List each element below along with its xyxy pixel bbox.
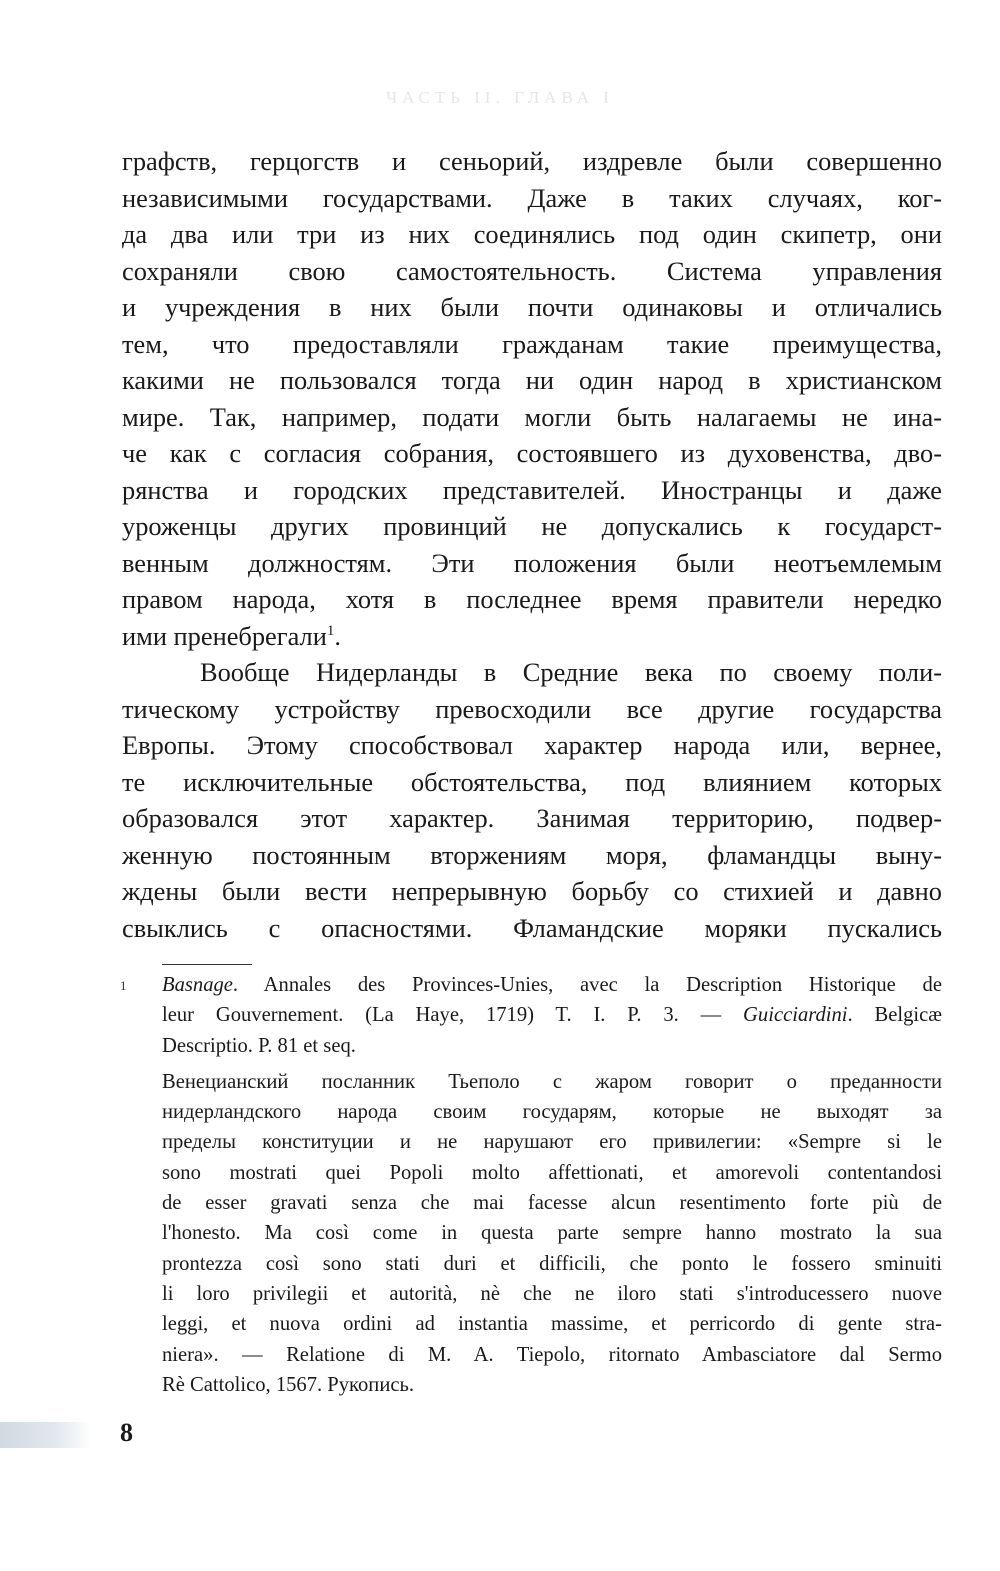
footnote-line: prontezza così sono stati duri et difficili, che ponto le fossero sminuiti	[162, 1252, 942, 1275]
footnote-line: Rè Cattolico, 1567. Рукопись.	[162, 1373, 415, 1396]
footnote-commentary	[162, 1067, 942, 1400]
text-line: Европы. Этому способствовал характер народа или, вернее,	[122, 730, 942, 760]
citation-text: . Belgicæ	[847, 1004, 942, 1027]
footnote-line: пределы конституции и не нарушают его привилегии: «Sempre si le	[162, 1131, 942, 1154]
text-line: свыклись с опасностями. Фламандские моряки пускались	[122, 912, 942, 943]
footnote-reference[interactable]: 1	[326, 622, 335, 639]
citation-text: leur Gouvernement. (La Haye, 1719) T. I. P. 3. —	[162, 1004, 744, 1027]
text-line: сохраняли свою самостоятельность. Система управления	[122, 255, 942, 286]
footnote-line	[162, 1000, 942, 1030]
text-line: какими не пользовался тогда ни один народ в христианском	[122, 365, 942, 395]
footnote-line: leggi, et nuova ordini ad instantia massime, et perricordo di gente stra-	[162, 1313, 942, 1336]
footnote-divider	[162, 964, 252, 965]
text-line: тическому устройству превосходили все другие государства	[122, 693, 942, 724]
text-line: образовался этот характер. Занимая территорию, подвер-	[122, 803, 942, 833]
text-line: ими пренебрегали$^1$.	[122, 620, 341, 651]
text-line: женную постоянным вторжениям моря, фламандцы выну-	[122, 839, 942, 870]
text-line: да два или три из них соединялись под один скипетр, они	[122, 219, 942, 249]
footnote-line: Венецианский посланник Тьеполо с жаром говорит о преданности	[162, 1070, 942, 1093]
footnote-line: li loro privilegii et autorità, nè che ne iloro stati s'introducessero nuove	[162, 1282, 942, 1305]
footnote-citation	[162, 970, 942, 1061]
text-line: че как с согласия собрания, состоявшего из духовенства, дво-	[122, 438, 942, 468]
footnote	[162, 970, 942, 1400]
paragraph-2	[122, 654, 942, 946]
page-edge-tint	[0, 1422, 92, 1448]
text-line-content: ими пренебрегали	[122, 620, 327, 651]
footnote-line: Descriptio. P. 81 et seq.	[162, 1034, 356, 1057]
text-line: мире. Так, например, подати могли быть налагаемы не ина-	[122, 401, 942, 432]
running-head: ЧАСТЬ II. ГЛАВА I	[386, 88, 614, 107]
footnote-line: l'honesto. Ma così come in questa parte sempre hanno mostrato la sua	[162, 1222, 942, 1245]
citation-text: . Annales des Provinces-Unies, avec la Description Historique de	[232, 974, 942, 996]
footnote-line: de esser gravati senza che mai facesse alcun resentimento forte più de	[162, 1192, 942, 1215]
footnote-line: niera». — Relatione di M. A. Tiepolo, ritornato Ambasciatore dal Sermo	[162, 1343, 942, 1366]
text-line: рянства и городских представителей. Иностранцы и даже	[122, 474, 942, 505]
text-line: венным должностям. Эти положения были неотъемлемым	[122, 547, 942, 578]
paragraph-1	[122, 143, 942, 654]
author-name: Basnage	[162, 974, 233, 996]
text-line: те исключительные обстоятельства, под влиянием которых	[122, 766, 942, 797]
text-line: графств, герцогств и сеньорий, издревле были совершенно	[122, 146, 942, 176]
text-line: тем, что предоставляли гражданам такие преимущества,	[122, 328, 942, 359]
footnote-line	[162, 970, 942, 1000]
main-text	[122, 143, 942, 946]
footnote-line: нидерландского народа своим государям, которые не выходят за	[162, 1101, 942, 1124]
author-name: Guicciardini	[743, 1004, 848, 1027]
page-number: 8	[120, 1418, 133, 1447]
text-line: ждены были вести непрерывную борьбу со стихией и давно	[122, 876, 942, 906]
text-line: правом народа, хотя в последнее время правители нередко	[122, 584, 942, 614]
text-line: Вообще Нидерланды в Средние века по своему поли-	[200, 657, 942, 687]
footnote-marker: 1	[120, 978, 127, 993]
text-line: независимыми государствами. Даже в таких случаях, ког-	[122, 182, 942, 213]
footnote-line: sono mostrati quei Popoli molto affettionati, et amorevoli contentandosi	[162, 1161, 942, 1184]
text-line: и учреждения в них были почти одинаковы и отличались	[122, 292, 942, 322]
text-line: уроженцы других провинций не допускались к государст-	[122, 511, 942, 541]
